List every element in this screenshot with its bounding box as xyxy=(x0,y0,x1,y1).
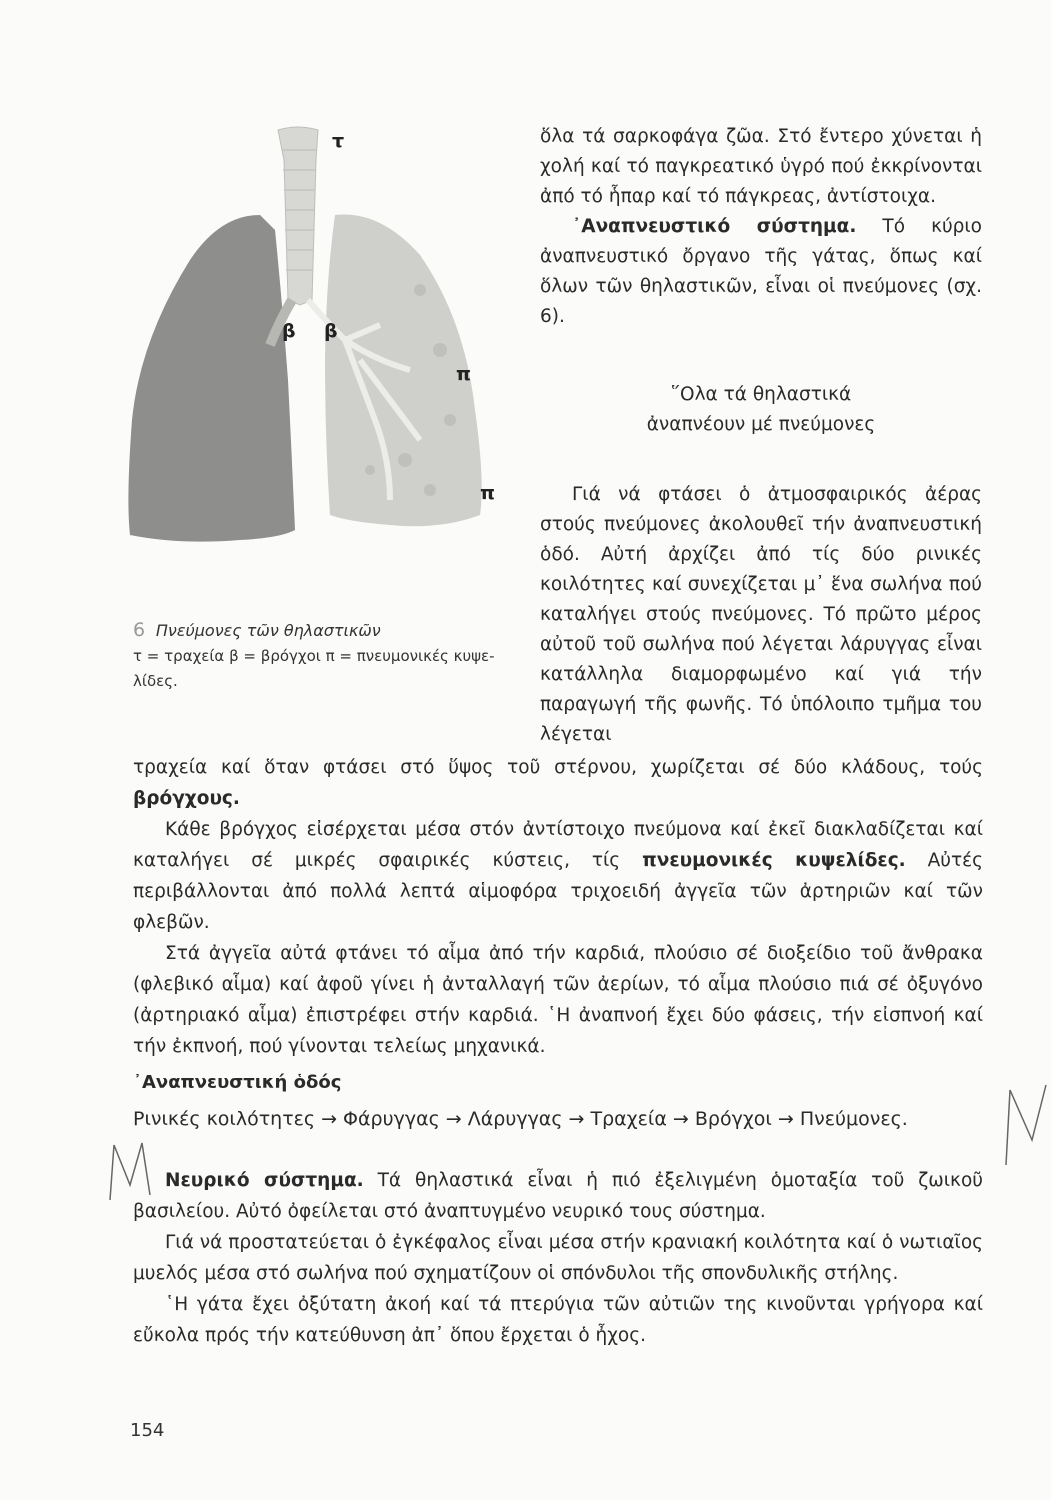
label-alveoli-1: π xyxy=(456,363,472,385)
label-alveoli-2: π xyxy=(480,482,496,504)
blood-paragraph: Στά ἀγγεῖα αὐτά φτάνει τό αἷμα ἀπό τήν καρδιά, πλούσιο σέ διοξείδιο τοῦ ἄνθρακα (φλεβικό αἷμα) καί ἀφοῦ γίνει ἡ ἀνταλλαγή τῶν ἀερίων, τό αἷμα πλούσιο πιά σέ ὀξυγόνο (ἀρτηριακό αἷμα) ἐπιστρέφει στήν καρδιά. ῾Η ἀναπνοή ἔχει δύο φάσεις, τήν εἰσπνοή καί τήν ἐκπνοή, πού γίνονται τελείως μηχανικά. xyxy=(133,943,983,1057)
pencil-mark-left xyxy=(102,1135,162,1205)
nervous-text xyxy=(133,1165,983,1351)
caption-legend: τ = τραχεία β = βρόγχοι π = πνευμονικές κυψε-λίδες. xyxy=(133,647,495,690)
nervous-heading: Νευρικό σύστημα. xyxy=(165,1170,364,1191)
page-number: 154 xyxy=(130,1420,165,1441)
label-trachea: τ xyxy=(332,130,345,152)
caption-title: Πνεύμονες τῶν θηλαστικῶν xyxy=(155,621,381,640)
nervous-paragraph: Νευρικό σύστημα. Τά θηλαστικά εἶναι ἡ πιό ἐξελιγμένη ὁμοταξία τοῦ ζωικοῦ βασιλείου. Αὐτό ὀφείλεται στό ἀναπτυγμένο νευρικό τους σύστημα. xyxy=(133,1170,983,1222)
caption-number: 6 xyxy=(133,619,146,641)
pencil-mark-right xyxy=(1002,1080,1050,1170)
column-air xyxy=(540,480,982,750)
respiratory-heading: ᾿Αναπνευστικό σύστημα. xyxy=(572,216,857,237)
label-bronchus-left: β xyxy=(282,320,296,342)
brain-paragraph: Γιά νά προστατεύεται ὁ ἐγκέφαλος εἶναι μέσα στήν κρανιακή κοιλότητα καί ὁ νωτιαῖος μυελός μέσα στό σωλήνα πού σχηματίζουν οἱ σπόνδυλοι τῆς σπονδυλικῆς στήλης. xyxy=(133,1232,983,1284)
body-text xyxy=(133,752,983,1062)
respiratory-paragraph: ᾿Αναπνευστικό σύστημα. Τό κύριο ἀναπνευστικό ὄργανο τῆς γάτας, ὅπως καί ὅλων τῶν θηλαστικῶν, εἶναι οἱ πνεύμονες (σχ. 6). xyxy=(540,216,982,327)
figure-caption xyxy=(133,618,513,694)
pathway-line: Ρινικές κοιλότητες → Φάρυγγας → Λάρυγγας → Τραχεία → Βρόγχοι → Πνεύμονες. xyxy=(133,1108,908,1130)
air-paragraph: Γιά νά φτάσει ὁ ἀτμοσφαιρικός ἀέρας στούς πνεύμονες ἀκολουθεῖ τήν ἀναπνευστική ὁδό. Αὐτή ἀρχίζει ἀπό τίς δύο ρινικές κοιλότητες καί συνεχίζεται μ᾿ ἕνα σωλήνα πού καταλήγει στούς πνεύμονες. Τό πρῶτο μέρος αὐτοῦ τοῦ σωλήνα πού λέγεται λάρυγγας εἶναι κατάλληλα διαμορφωμένο καί γιά τήν παραγωγή τῆς φωνῆς. Τό ὑπόλοιπο τμῆμα του λέγεται xyxy=(540,484,982,745)
lungs-figure xyxy=(120,120,520,580)
trachea-continuation: τραχεία καί ὅταν φτάσει στό ὕψος τοῦ στέρνου, χωρίζεται σέ δύο κλάδους, τούς βρόγχους. xyxy=(133,757,983,809)
hearing-paragraph: ῾Η γάτα ἔχει ὀξύτατη ἀκοή καί τά πτερύγια τῶν αὐτιῶν της κινοῦνται γρήγορα καί εὔκολα πρός τήν κατεύθυνση ἀπ᾿ ὅπου ἔρχεται ὁ ἦχος. xyxy=(133,1294,983,1346)
pathway-title: ᾿Αναπνευστική ὁδός xyxy=(133,1072,342,1093)
intro-paragraph: ὅλα τά σαρκοφάγα ζῶα. Στό ἔντερο χύνεται ἡ χολή καί τό παγκρεατικό ὑγρό πού ἐκκρίνονται ἀπό τό ἧπαρ καί τό πάγκρεας, ἀντίστοιχα. xyxy=(540,126,982,207)
bronchi-paragraph: Κάθε βρόγχος εἰσέρχεται μέσα στόν ἀντίστοιχο πνεύμονα καί ἐκεῖ διακλαδίζεται καί καταλήγει σέ μικρές σφαιρικές κύστεις, τίς πνευμονικές κυψελίδες. Αὐτές περιβάλλονται ἀπό πολλά λεπτά αἱμοφόρα τριχοειδή ἀγγεῖα τῶν ἀρτηριῶν καί τῶν φλεβῶν. xyxy=(133,819,983,933)
subheading: ῞Ολα τά θηλαστικά ἀναπνέουν μέ πνεύμονες xyxy=(646,384,876,435)
column-intro xyxy=(540,122,982,332)
label-bronchus-right: β xyxy=(324,320,338,342)
lungs-illustration xyxy=(120,120,520,580)
